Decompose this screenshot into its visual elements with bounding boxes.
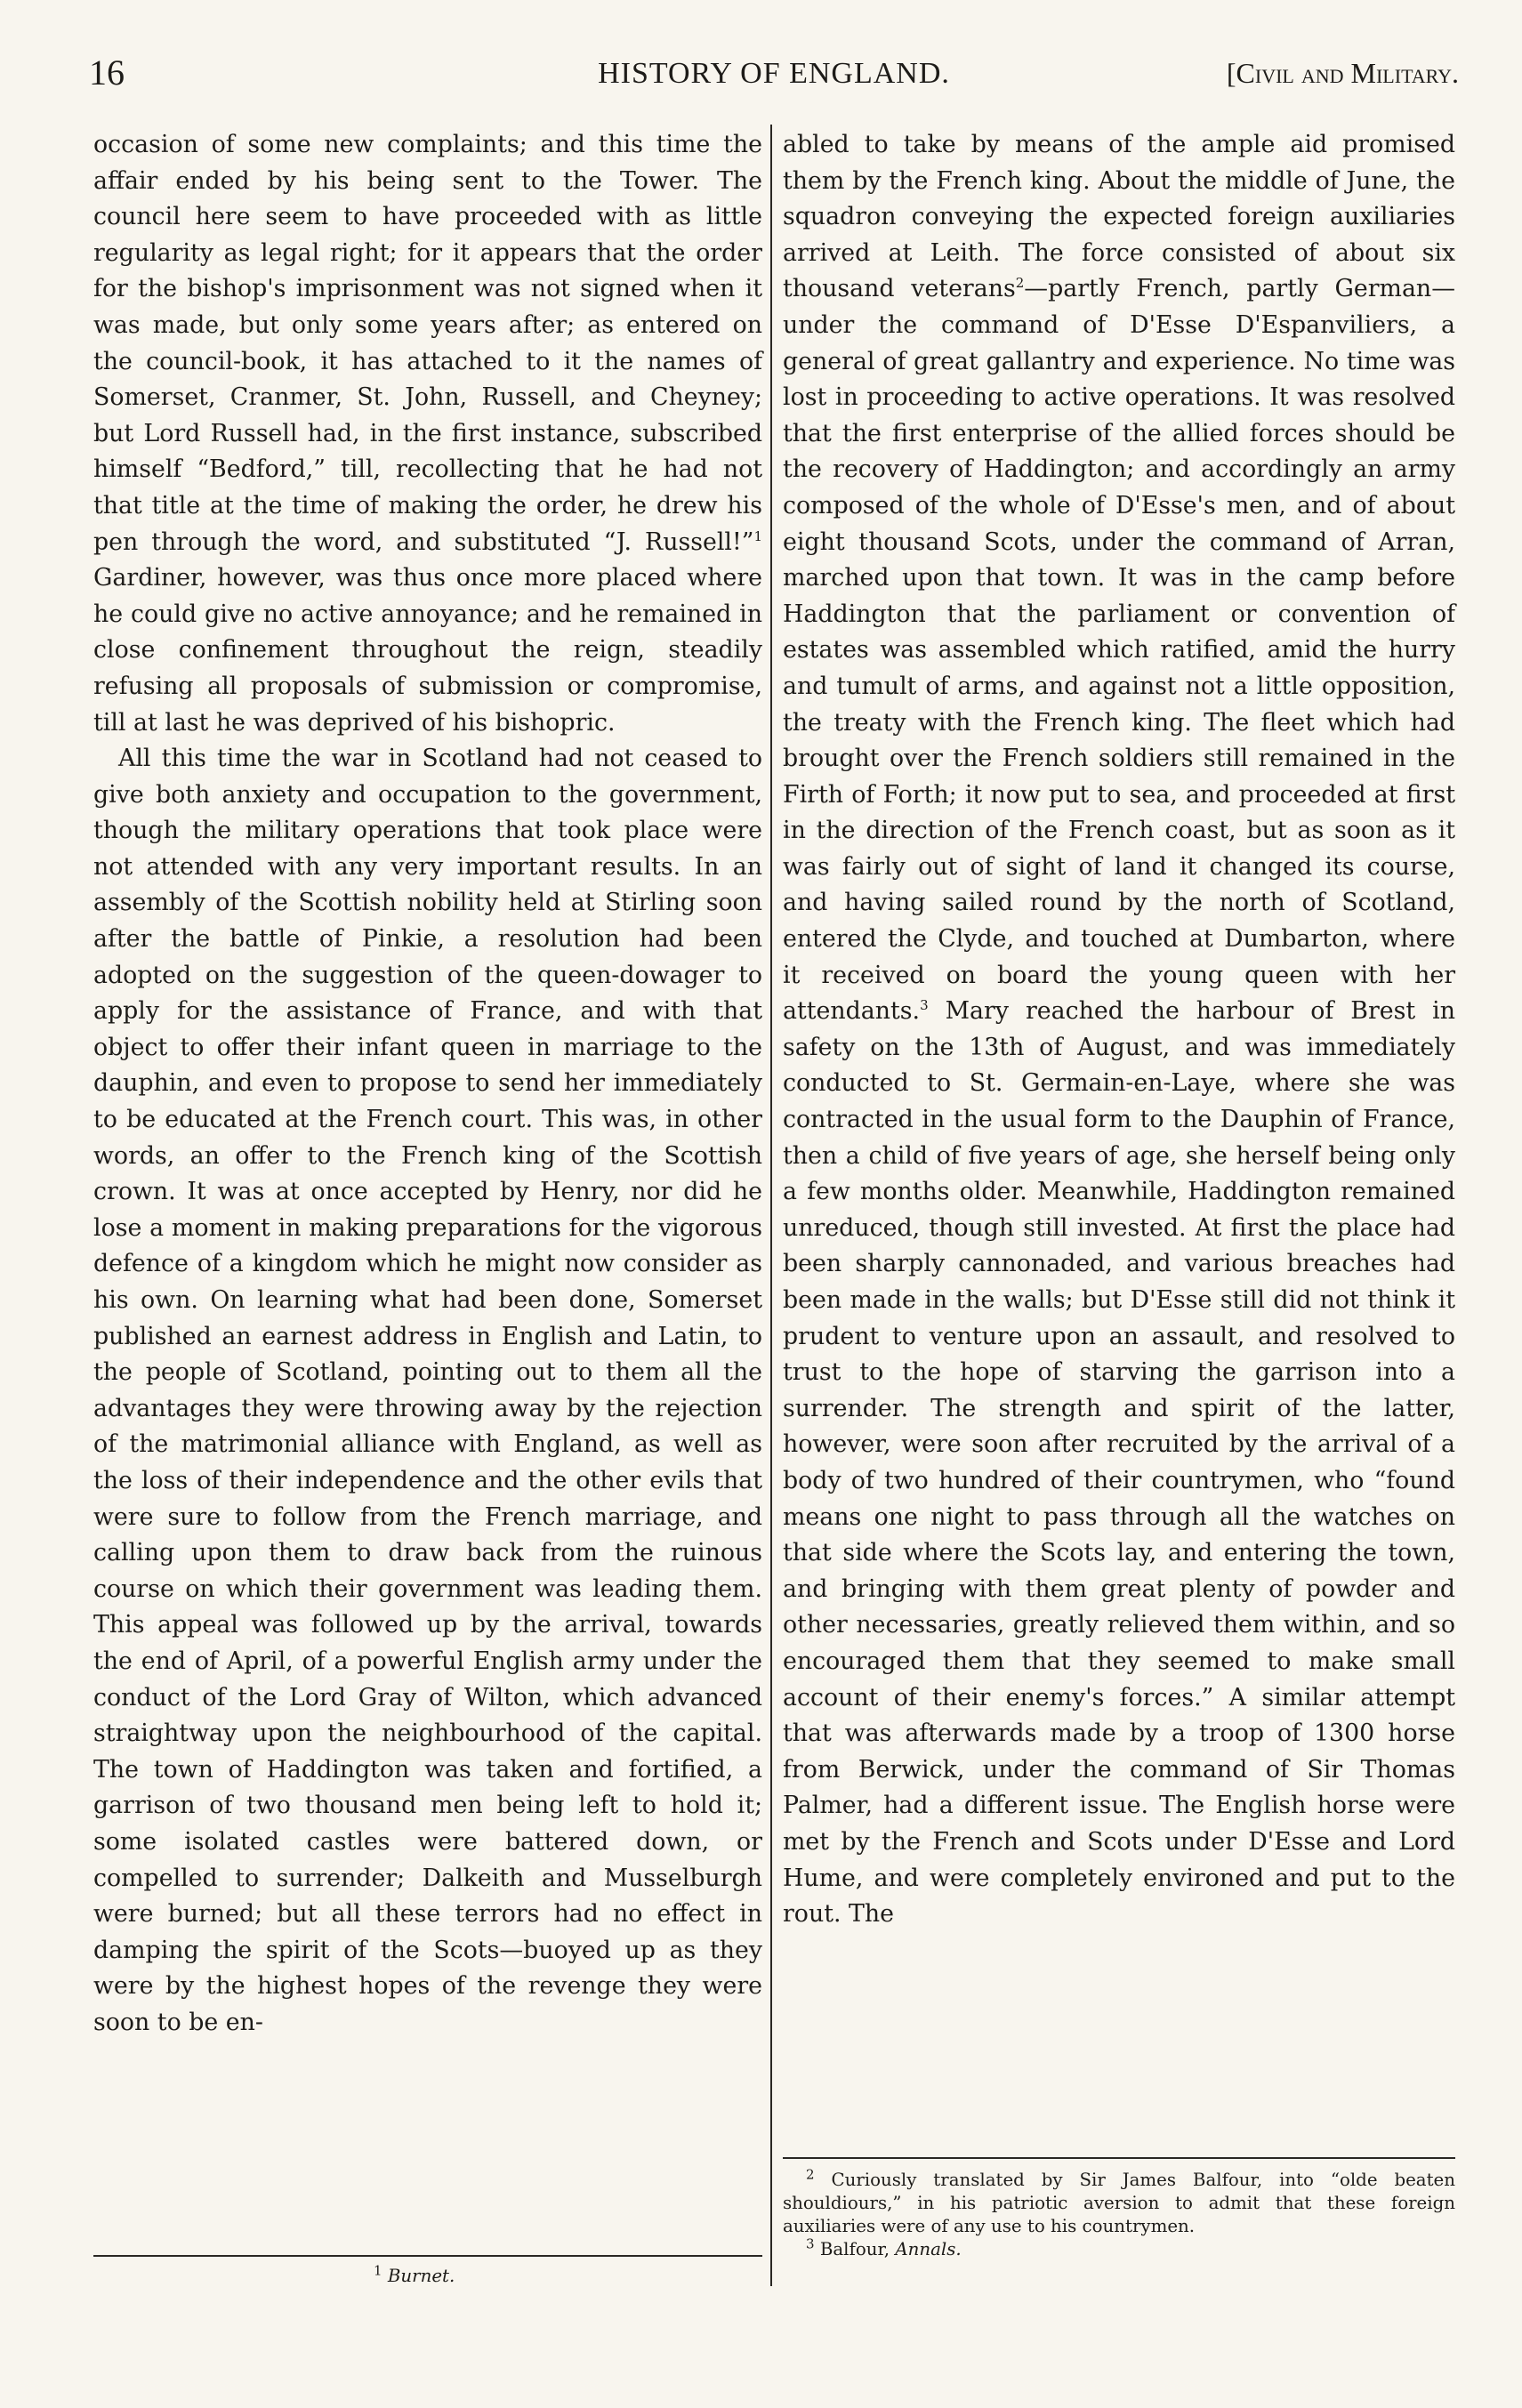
footnote-ref-2: 2: [1015, 275, 1025, 292]
left-column: [93, 127, 762, 2041]
footnote-2: [783, 2166, 1456, 2238]
right-footnote-rule: [783, 2157, 1455, 2159]
footnote-3: [783, 2235, 1455, 2261]
paragraph-1-text: occasion of some new complaints; and this time the affair ended by his being sent to the Tower. The council here seem to have proceeded with as little regularity as legal right; for it appears that the order for the bishop's imprisonment was not signed when it was made, but only some years after; as entered on the council-book, it has attached to it the names of Somerset, Cranmer, St. John, Russell, and Cheyney; but Lord Russell had, in the first instance, subscribed himself “Bedford,” till, recollecting that he had not that title at the time of making the order, he drew his pen through the word, and substituted “J. Russell!”: [93, 131, 762, 556]
right-paragraph-a: abled to take by means of the ample aid promised them by the French king. About the middle of June, the squadron conveying the expected foreign auxiliaries arrived at Leith. The force consisted of about six thousand veterans: [783, 131, 1455, 303]
running-title: HISTORY OF ENGLAND.: [598, 57, 950, 90]
left-footnote: [374, 2262, 640, 2288]
paragraph-1: [93, 127, 762, 741]
footnote-ref-3: 3: [920, 997, 929, 1014]
footnote-3-text: Balfour,: [819, 2239, 896, 2259]
right-footnotes: [783, 2166, 1456, 2261]
footnote-2-text: Curiously translated by Sir James Balfour, into “olde beaten shouldiours,” in his patriotic aversion to admit that these foreign auxiliaries were of any use to his countrymen.: [783, 2170, 1456, 2236]
right-paragraph: [783, 127, 1455, 1933]
footnote-3-italic: Annals.: [895, 2239, 962, 2259]
right-paragraph-b: —partly French, partly German—under the command of D'Esse D'Espanviliers, a general of great gallantry and experience. No time was lost in proceeding to active operations. It was resolved that the first enterprise of the allied forces should be the recovery of Haddington; and accordingly an army composed of the whole of D'Esse's men, and of about eight thousand Scots, under the command of Arran, marched upon that town. It was in the camp before Haddington that the parliament or convention of estates was assembled which ratified, amid the hurry and tumult of arms, and against not a little opposition, the treaty with the French king. The fleet which had brought over the French soldiers still remained in the Firth of Forth; it now put to sea, and proceeded at first in the direction of the French coast, but as soon as it was fairly out of sight of land it changed its course, and having sailed round by the north of Scotland, entered the Clyde, and touched at Dumbarton, where it received on board the young queen with her attendants.: [783, 275, 1455, 1026]
right-column: [783, 127, 1455, 1933]
left-footnote-number: 1: [374, 2262, 383, 2279]
paragraph-2: All this time the war in Scotland had not ceased to give both anxiety and occupation to the government, though the military operations that took place were not attended with any very important results. In an assembly of the Scottish nobility held at Stirling soon after the battle of Pinkie, a resolution had been adopted on the suggestion of the queen-dowager to apply for the assistance of France, and with that object to offer their infant queen in marriage to the dauphin, and even to propose to send her immediately to be educated at the French court. This was, in other words, an offer to the French king of the Scottish crown. It was at once accepted by Henry, nor did he lose a moment in making preparations for the vigorous defence of a kingdom which he might now consider as his own. On learning what had been done, Somerset published an earnest address in English and Latin, to the people of Scotland, pointing out to them all the advantages they were throwing away by the rejection of the matrimonial alliance with England, as well as the loss of their independence and the other evils that were sure to follow from the French marriage, and calling upon them to draw back from the ruinous course on which their government was leading them. This appeal was followed up by the arrival, towards the end of April, of a powerful English army under the conduct of the Lord Gray of Wilton, which advanced straightway upon the neighbourhood of the capital. The town of Haddington was taken and fortified, a garrison of two thousand men being left to hold it; some isolated castles were battered down, or compelled to surrender; Dalkeith and Musselburgh were burned; but all these terrors had no effect in damping the spirit of the Scots—buoyed up as they were by the highest hopes of the revenge they were soon to be en-: [93, 745, 762, 2036]
left-footnote-rule: [93, 2255, 762, 2257]
page-number: 16: [89, 52, 125, 93]
footnote-3-number: 3: [806, 2235, 815, 2252]
paragraph-1-tail: Gardiner, however, was thus once more placed where he could give no active annoyance; and he remained in close confinement throughout the reign, steadily refusing all proposals of submission or compromise, till at last he was deprived of his bishopric.: [93, 564, 762, 737]
section-title: [Civil and Military.: [1226, 57, 1459, 89]
page-header: [89, 52, 1459, 105]
footnote-2-number: 2: [806, 2166, 815, 2183]
column-divider: [770, 125, 772, 2286]
right-paragraph-c: Mary reached the harbour of Brest in safety on the 13th of August, and was immediately conducted to St. Germain-en-Laye, where she was contracted in the usual form to the Dauphin of France, then a child of five years of age, she herself being only a few months older. Meanwhile, Haddington remained unreduced, though still invested. At first the place had been sharply cannonaded, and various breaches had been made in the walls; but D'Esse still did not think it prudent to venture upon an assault, and resolved to trust to the hope of starving the garrison into a surrender. The strength and spirit of the latter, however, were soon after recruited by the arrival of a body of two hundred of their countrymen, who “found means one night to pass through all the watches on that side where the Scots lay, and entering the town, and bringing with them great plenty of powder and other necessaries, greatly relieved them within, and so encouraged them that they seemed to make small account of their enemy's forces.” A similar attempt that was afterwards made by a troop of 1300 horse from Berwick, under the command of Sir Thomas Palmer, had a different issue. The English horse were met by the French and Scots under D'Esse and Lord Hume, and were completely environed and put to the rout. The: [783, 997, 1455, 1929]
left-footnote-text: Burnet.: [387, 2266, 455, 2286]
footnote-ref-1: 1: [753, 528, 762, 544]
